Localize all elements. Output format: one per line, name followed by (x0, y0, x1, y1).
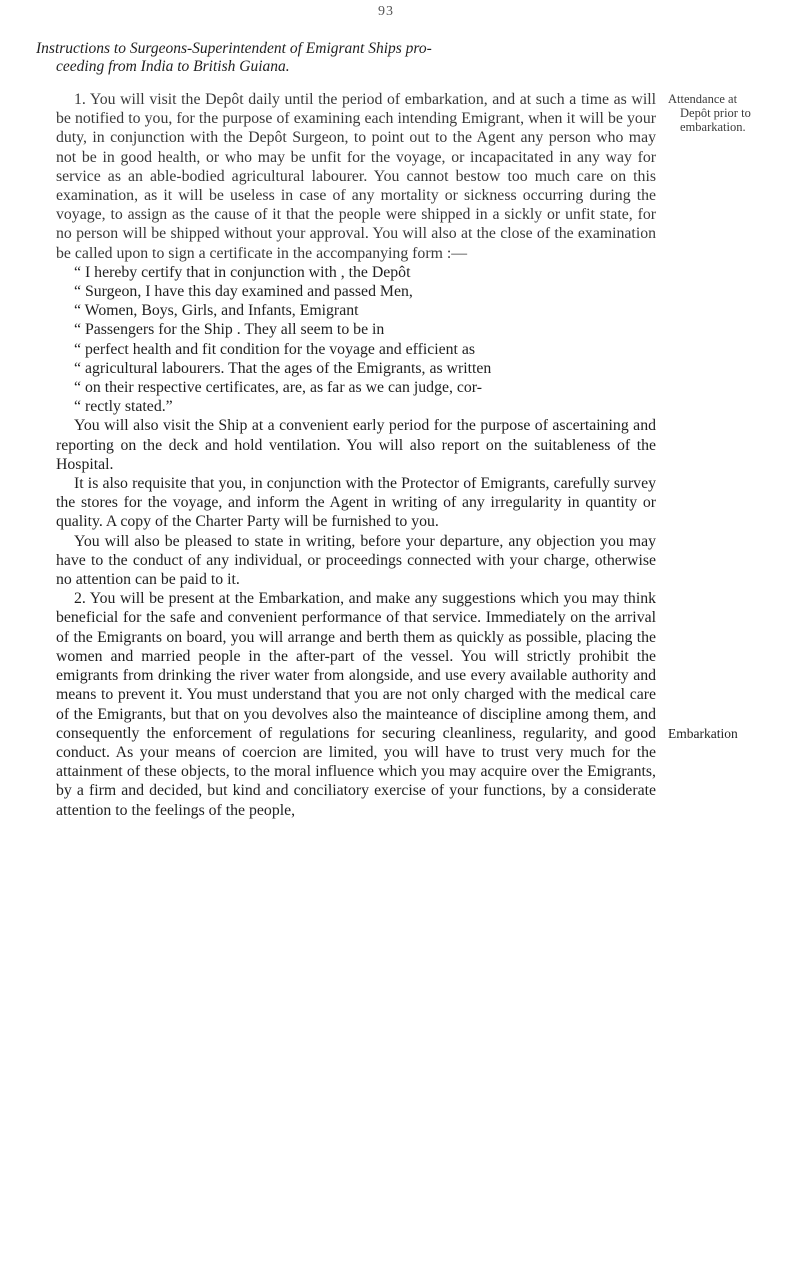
certificate-line: “ Women, Boys, Girls, and Infants, Emigrant (74, 302, 359, 320)
certificate-line: “ on their respective certificates, are, as far as we can judge, cor- (74, 379, 482, 397)
margin-note-attendance (668, 92, 793, 134)
heading-line-1: Instructions to Surgeons-Superintendent of Emigrant Ships pro- (36, 40, 432, 57)
paragraph-stores: It is also requisite that you, in conjunction with the Protector of Emigrants, carefully survey the stores for the voyage, and inform the Agent in writing of any irregularity in quantity or quality. A copy of the Charter Party will be furnished to you. (56, 475, 656, 531)
margin-note-attendance-line-1: Attendance at (668, 92, 738, 106)
heading-line-2: ceeding from India to British Guiana. (56, 58, 290, 75)
paragraph-objections: You will also be pleased to state in writing, before your departure, any objection you may have to the conduct of any individual, or proceedings connected with your charge, otherwise no attention can be paid to it. (56, 532, 656, 589)
certificate-line: “ Passengers for the Ship . They all seem to be in (74, 321, 385, 339)
paragraph-1: 1. You will visit the Depôt daily until the period of embarkation, and at such a time as will be notified to you, for the purpose of examining each intending Emigrant, when it will be your duty, in conjunction with the Depôt Surgeon, to point out to the Agent any person who may not be in good health, or who may be unfit for the voyage, or incapacitated in any way for service as an able-bodied agricultural labourer. You cannot bestow too much care on this examination, as it will be useless in case of any mortality or sickness occurring during the voyage, to assign as the cause of it that the people were shipped in a sickly or unfit state, for no person will be shipped without your approval. You will also at the close of the examination be called upon to sign a certificate in the accompanying form :— (56, 91, 656, 262)
certificate-line: “ perfect health and fit condition for the voyage and efficient as (74, 340, 476, 358)
page-number: 93 (378, 4, 394, 19)
body-text (56, 90, 656, 820)
certificate-line: “ Surgeon, I have this day examined and passed Men, (74, 283, 413, 301)
margin-note-attendance-line-2: Depôt prior to (680, 106, 751, 120)
margin-note-attendance-line-3: embarkation. (680, 120, 746, 134)
paragraph-2-embarkation: 2. You will be present at the Embarkation, and make any suggestions which you may think beneficial for the safe and convenient performance of that service. Immediately on the arrival of the Emigrants on board, you will arrange and berth them as quickly as possible, placing the women and married people in the after-part of the vessel. You will strictly prohibit the emigrants from drinking the river water from alongside, and use every available authority and means to prevent it. You must understand that you are not only charged with the medical care of the Emigrants, but that on you devolves also the mainteance of discipline among them, and consequently the enforcement of regulations for securing cleanliness, regularity, and good conduct. As your means of coercion are limited, you will have to trust very much for the attainment of these objects, to the moral influence which you may acquire over the Emigrants, by a firm and decided, but kind and conciliatory exercise of your functions, by a considerate attention to the feelings of the people, (56, 590, 656, 819)
certificate-line: “ agricultural labourers. That the ages of the Emigrants, as written (74, 359, 492, 377)
certificate-line: “ I hereby certify that in conjunction with , the Depôt (74, 263, 411, 281)
page-heading (36, 40, 656, 76)
certificate-line: “ rectly stated.” (74, 398, 173, 416)
paragraph-ship-visit: You will also visit the Ship at a convenient early period for the purpose of ascertaining and reporting on the deck and hold ventilation. You will also report on the suitableness of the Hospital. (56, 417, 656, 473)
margin-note-embarkation: Embarkation (668, 726, 738, 741)
certificate-form (56, 263, 656, 417)
